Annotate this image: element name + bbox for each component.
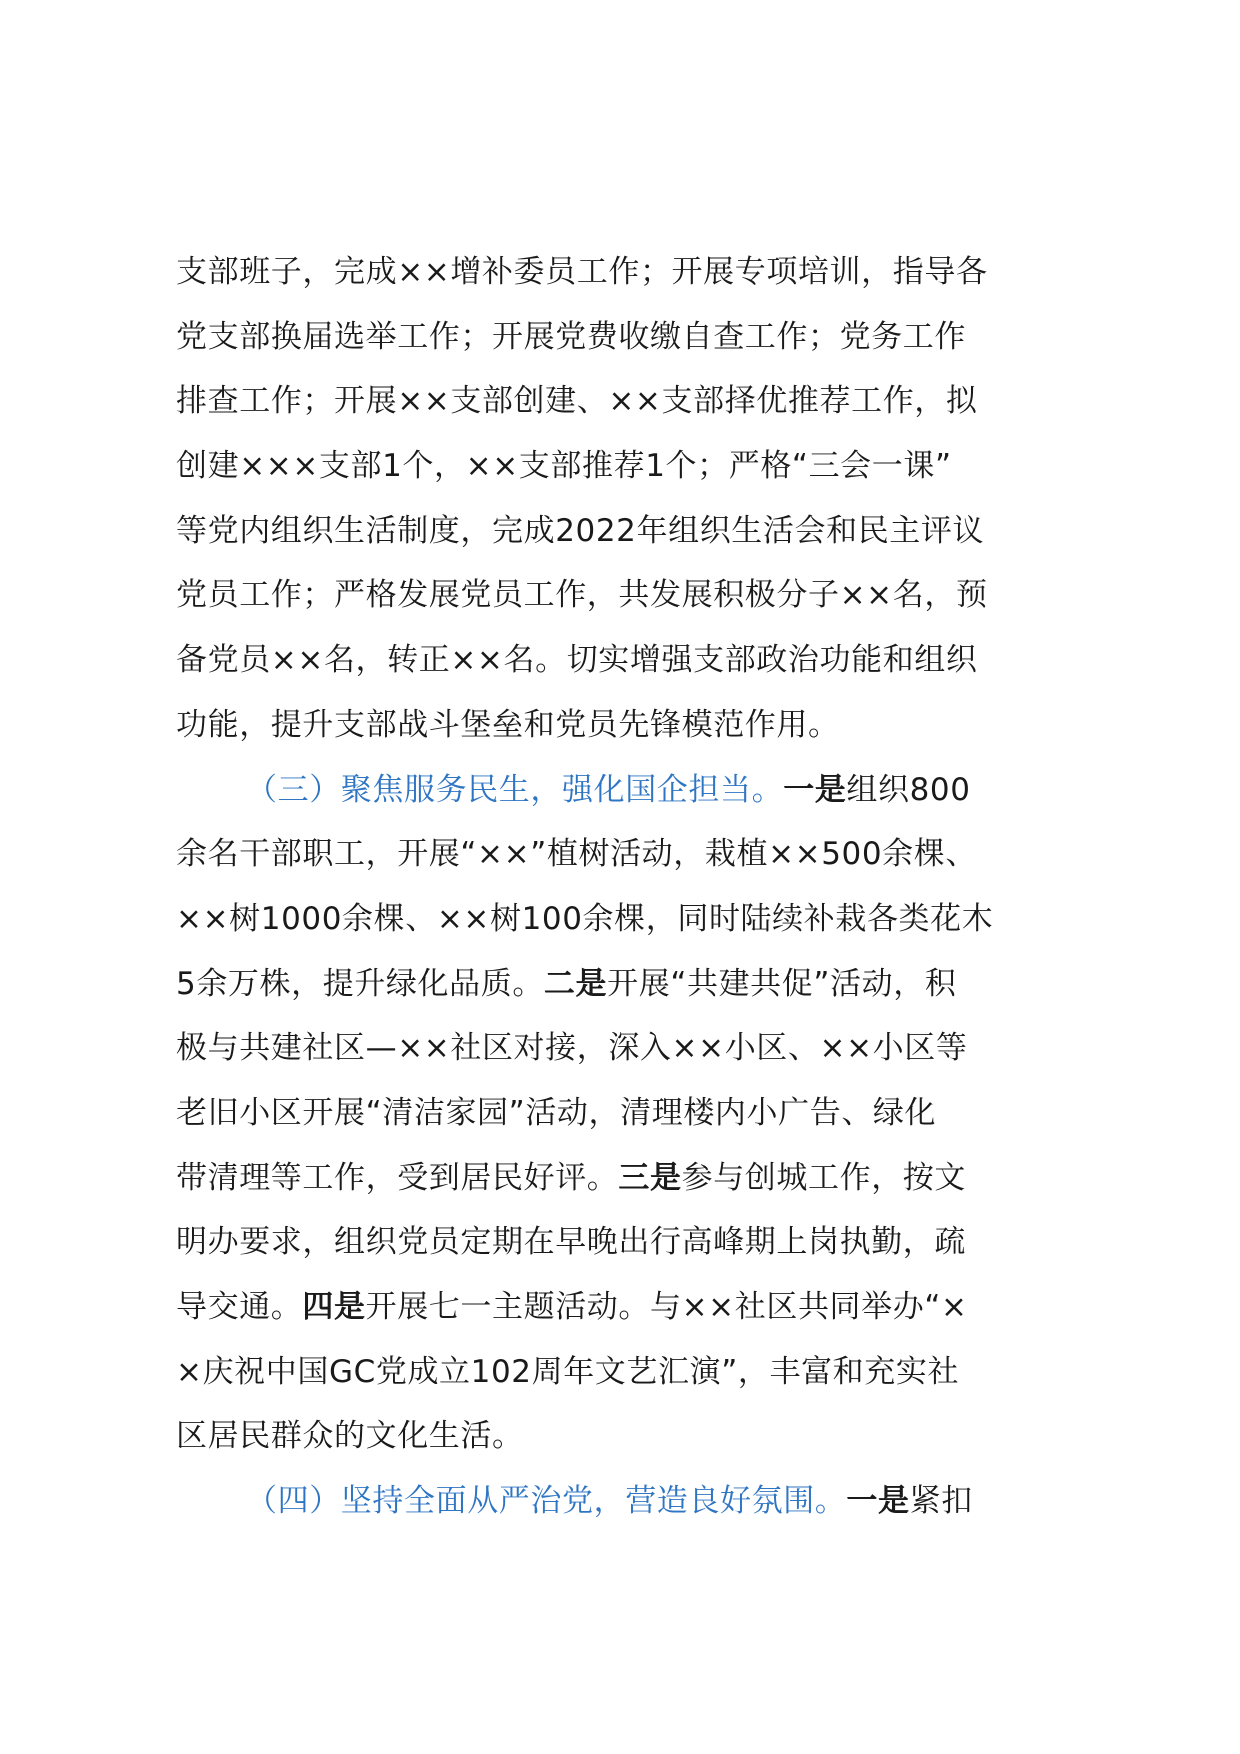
text-run: 5余万株，提升绿化品质。 <box>176 965 544 1002</box>
text-run: 导交通。 <box>176 1289 303 1325</box>
text-line: 党支部换届选举工作；开展党费收缴自查工作；党务工作 <box>176 318 966 355</box>
text-line: 党员工作；严格发展党员工作，共发展积极分子××名，预 <box>176 577 988 614</box>
text-line <box>176 1146 1106 1211</box>
text-line: 支部班子，完成××增补委员工作；开展专项培训，指导各 <box>176 254 988 290</box>
text-run: 带清理等工作，受到居民好评。 <box>176 1159 619 1196</box>
text-run: 参与创城工作，按文 <box>681 1159 967 1196</box>
text-run: 组织800 <box>846 771 971 808</box>
text-line: 老旧小区开展“清洁家园”活动，清理楼内小广告、绿化 <box>176 1094 937 1131</box>
text-line: 区居民群众的文化生活。 <box>176 1418 524 1455</box>
text-line: 备党员××名，转正××名。切实增强支部政治功能和组织 <box>176 642 978 679</box>
text-line: 明办要求，组织党员定期在早晚出行高峰期上岗执勤，疏 <box>176 1224 966 1261</box>
text-line: 功能，提升支部战斗堡垒和党员先锋模范作用。 <box>176 706 840 743</box>
section-heading-3: （三）聚焦服务民生，强化国企担当。 <box>246 771 784 808</box>
section-heading-4: （四）坚持全面从严治党，营造良好氛围。 <box>246 1483 847 1520</box>
text-line: ××树1000余棵、××树100余棵，同时陆续补栽各类花木 <box>176 900 994 937</box>
text-line <box>176 1275 1106 1340</box>
bold-marker: 三是 <box>618 1159 682 1196</box>
text-line: 等党内组织生活制度，完成2022年组织生活会和民主评议 <box>176 512 985 549</box>
body-text <box>176 240 1106 1534</box>
text-run: 开展“共建共促”活动，积 <box>607 965 957 1002</box>
text-line: 极与共建社区—××社区对接，深入××小区、××小区等 <box>176 1030 968 1067</box>
bold-marker: 一是 <box>783 771 847 808</box>
section-heading-line <box>176 1469 1106 1534</box>
text-line: 排查工作；开展××支部创建、××支部择优推荐工作，拟 <box>176 383 978 420</box>
text-line: ×庆祝中国GC党成立102周年文艺汇演”，丰富和充实社 <box>176 1353 960 1390</box>
bold-marker: 二是 <box>543 965 608 1002</box>
text-line: 余名干部职工，开展“××”植树活动，栽植××500余棵、 <box>176 836 977 873</box>
text-line: 创建×××支部1个，××支部推荐1个；严格“三会一课” <box>176 448 952 485</box>
section-heading-line <box>176 758 1106 823</box>
text-run: 开展七一主题活动。与××社区共同举办“× <box>365 1289 968 1325</box>
bold-marker: 四是 <box>302 1289 366 1325</box>
text-line <box>176 952 1106 1017</box>
text-run: 紧扣 <box>909 1483 973 1520</box>
bold-marker: 一是 <box>846 1483 910 1520</box>
